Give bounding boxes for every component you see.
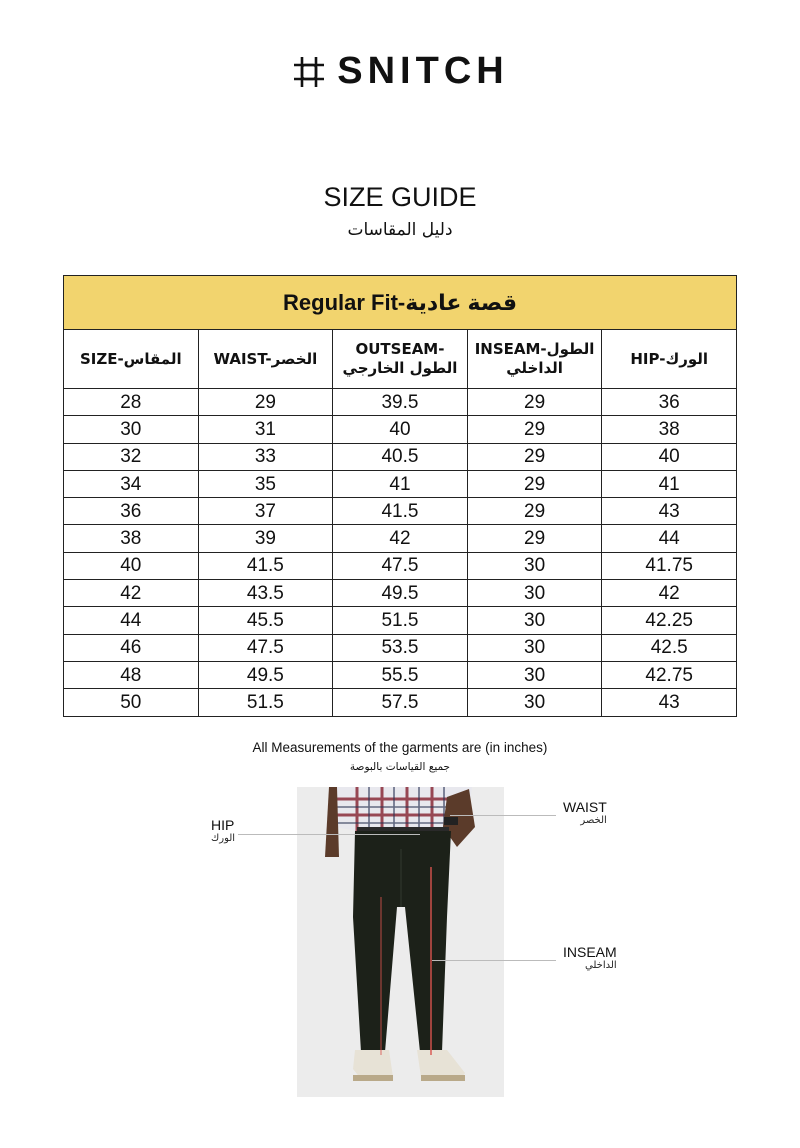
- table-cell: 45.5: [198, 607, 333, 634]
- table-cell: 41.5: [333, 498, 468, 525]
- table-cell: 36: [64, 498, 199, 525]
- table-cell: 33: [198, 443, 333, 470]
- table-cell: 39: [198, 525, 333, 552]
- table-cell: 43: [602, 689, 737, 716]
- table-cell: 49.5: [333, 580, 468, 607]
- hip-leader-line: [238, 834, 420, 835]
- table-cell: 30: [467, 634, 602, 661]
- brand-name: SNITCH: [337, 50, 509, 92]
- table-cell: 51.5: [333, 607, 468, 634]
- table-cell: 35: [198, 470, 333, 497]
- waist-label-arabic: الخصر: [580, 815, 607, 826]
- table-row: [64, 552, 737, 579]
- table-row: [64, 607, 737, 634]
- column-header: [64, 330, 199, 389]
- table-cell: 43.5: [198, 580, 333, 607]
- table-row: [64, 661, 737, 688]
- column-header-line: الطول الخارجي: [342, 359, 458, 377]
- table-cell: 39.5: [333, 389, 468, 416]
- measurement-note: All Measurements of the garments are (in inches): [252, 740, 548, 755]
- table-row: [64, 416, 737, 443]
- waist-label: WAIST: [563, 799, 607, 815]
- table-cell: 29: [467, 389, 602, 416]
- inseam-leader-line: [432, 960, 556, 961]
- table-cell: 41: [333, 470, 468, 497]
- table-cell: 47.5: [198, 634, 333, 661]
- table-cell: 29: [467, 525, 602, 552]
- table-cell: 51.5: [198, 689, 333, 716]
- page-title: SIZE GUIDE: [323, 182, 477, 212]
- table-cell: 40.5: [333, 443, 468, 470]
- table-cell: 46: [64, 634, 199, 661]
- table-cell: 47.5: [333, 552, 468, 579]
- table-cell: 31: [198, 416, 333, 443]
- table-cell: 44: [602, 525, 737, 552]
- column-header-line: الداخلي: [506, 359, 563, 377]
- column-header-line: OUTSEAM-: [355, 340, 445, 358]
- table-cell: 55.5: [333, 661, 468, 688]
- table-cell: 38: [64, 525, 199, 552]
- table-cell: 40: [333, 416, 468, 443]
- table-cell: 42.5: [602, 634, 737, 661]
- table-cell: 42: [333, 525, 468, 552]
- table-row: [64, 389, 737, 416]
- measurement-note-arabic: جميع القياسات بالبوصة: [349, 761, 451, 773]
- column-header-line: INSEAM-الطول: [474, 340, 595, 358]
- table-row: [64, 689, 737, 716]
- table-cell: 48: [64, 661, 199, 688]
- table-cell: 42: [64, 580, 199, 607]
- table-cell: 29: [467, 498, 602, 525]
- table-cell: 30: [467, 580, 602, 607]
- table-cell: 41.75: [602, 552, 737, 579]
- table-cell: 29: [467, 470, 602, 497]
- table-row: [64, 634, 737, 661]
- table-cell: 37: [198, 498, 333, 525]
- table-cell: 43: [602, 498, 737, 525]
- table-cell: 30: [467, 607, 602, 634]
- table-cell: 29: [467, 416, 602, 443]
- column-header-line: SIZE-المقاس: [79, 349, 182, 368]
- table-cell: 42.25: [602, 607, 737, 634]
- table-cell: 29: [467, 443, 602, 470]
- table-cell: 28: [64, 389, 199, 416]
- inseam-callout: [563, 944, 617, 971]
- table-cell: 44: [64, 607, 199, 634]
- table-row: [64, 525, 737, 552]
- fit-label: Regular Fit-قصة عادية: [64, 276, 737, 330]
- table-cell: 50: [64, 689, 199, 716]
- waist-leader-line: [450, 815, 556, 816]
- page-title-arabic: دليل المقاسات: [347, 220, 453, 240]
- table-cell: 40: [602, 443, 737, 470]
- table-cell: 42: [602, 580, 737, 607]
- inseam-label-arabic: الداخلي: [585, 960, 617, 971]
- column-header-line: HIP-الورك: [630, 349, 709, 368]
- table-cell: 29: [198, 389, 333, 416]
- table-cell: 57.5: [333, 689, 468, 716]
- table-row: [64, 498, 737, 525]
- hip-label-arabic: الورك: [211, 833, 236, 844]
- hip-label: HIP: [211, 817, 235, 833]
- table-row: [64, 580, 737, 607]
- table-cell: 32: [64, 443, 199, 470]
- table-row: [64, 443, 737, 470]
- table-row: [64, 470, 737, 497]
- table-cell: 36: [602, 389, 737, 416]
- table-cell: 34: [64, 470, 199, 497]
- table-cell: 30: [64, 416, 199, 443]
- table-cell: 49.5: [198, 661, 333, 688]
- table-cell: 41: [602, 470, 737, 497]
- table-cell: 53.5: [333, 634, 468, 661]
- inseam-label: INSEAM: [563, 944, 617, 960]
- table-cell: 41.5: [198, 552, 333, 579]
- table-cell: 30: [467, 661, 602, 688]
- column-header: [198, 330, 333, 389]
- table-cell: 30: [467, 689, 602, 716]
- column-header: [467, 330, 602, 389]
- column-header-line: WAIST-الخصر: [213, 349, 318, 368]
- table-cell: 40: [64, 552, 199, 579]
- size-chart-table: [63, 275, 737, 717]
- hip-callout: [211, 817, 235, 844]
- table-cell: 30: [467, 552, 602, 579]
- column-header: [333, 330, 468, 389]
- hash-knot-icon: [291, 54, 327, 90]
- brand-header: [0, 50, 800, 93]
- column-header: [602, 330, 737, 389]
- table-cell: 42.75: [602, 661, 737, 688]
- waist-callout: [563, 799, 607, 826]
- table-cell: 38: [602, 416, 737, 443]
